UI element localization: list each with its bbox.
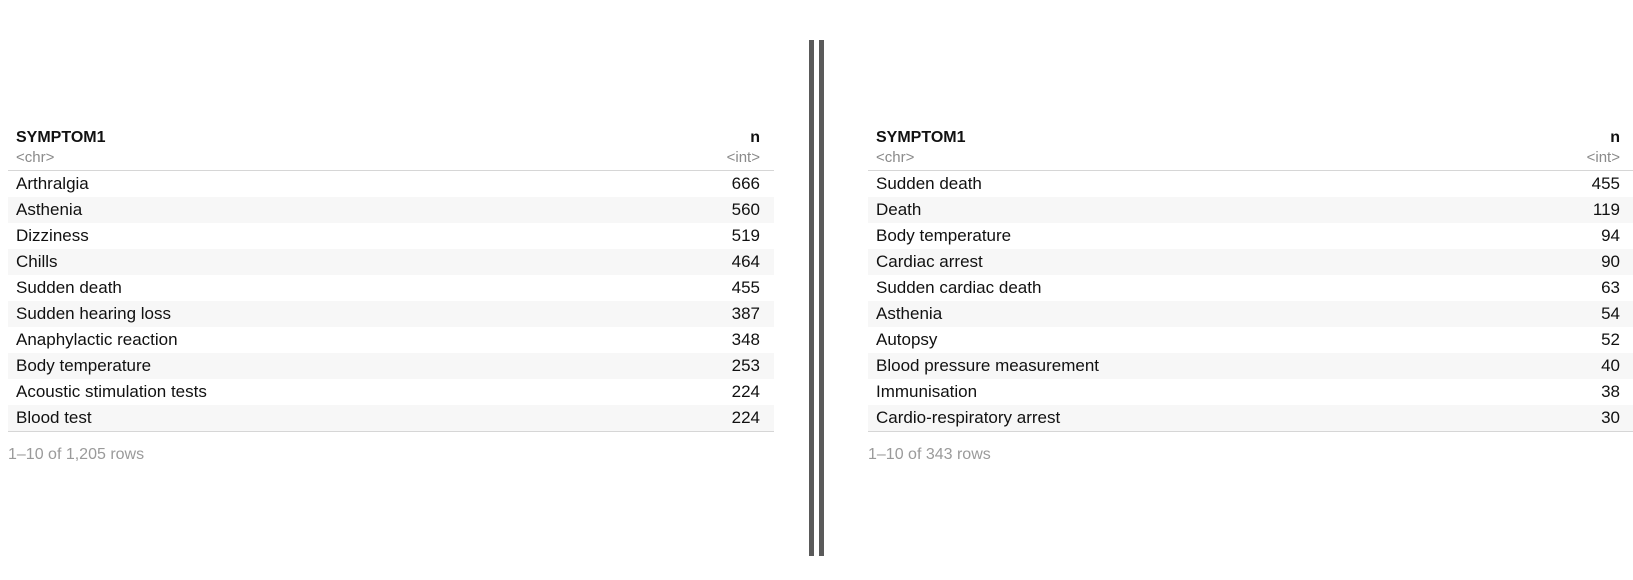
table-row: [8, 353, 774, 379]
row-count-footer: 1–10 of 1,205 rows: [8, 446, 145, 463]
cell-symptom: Asthenia: [16, 200, 83, 219]
cell-count: 94: [1601, 226, 1620, 245]
cell-count: 455: [1591, 174, 1620, 193]
cell-count: 30: [1601, 408, 1620, 427]
pane-splitter[interactable]: [809, 40, 824, 556]
table-row: [8, 301, 774, 327]
table-row: [868, 197, 1633, 223]
cell-count: 253: [731, 356, 760, 375]
cell-symptom: Body temperature: [16, 356, 152, 375]
cell-symptom: Autopsy: [876, 330, 938, 349]
table-body: [8, 171, 774, 432]
table-header: [868, 128, 1633, 171]
column-type-symptom: <chr>: [876, 149, 915, 166]
cell-count: 666: [731, 174, 760, 193]
column-header-symptom[interactable]: SYMPTOM1: [16, 129, 106, 146]
column-header-symptom[interactable]: SYMPTOM1: [876, 129, 966, 146]
cell-symptom: Acoustic stimulation tests: [16, 382, 207, 401]
column-type-n: <int>: [1586, 149, 1620, 166]
cell-count: 90: [1601, 252, 1620, 271]
cell-count: 464: [731, 252, 760, 271]
cell-symptom: Sudden cardiac death: [876, 278, 1042, 297]
table-row: [8, 249, 774, 275]
cell-count: 455: [731, 278, 760, 297]
column-type-n: <int>: [726, 149, 760, 166]
cell-count: 54: [1601, 304, 1620, 323]
table-row: [868, 327, 1633, 353]
cell-symptom: Sudden death: [876, 174, 982, 193]
right-table-panel: [868, 0, 1633, 580]
column-header-n[interactable]: n: [750, 129, 760, 146]
row-count-footer: 1–10 of 343 rows: [868, 446, 991, 463]
table-row: [8, 223, 774, 249]
cell-symptom: Anaphylactic reaction: [16, 330, 178, 349]
table-row: [868, 223, 1633, 249]
table-row: [868, 171, 1633, 197]
cell-count: 63: [1601, 278, 1620, 297]
cell-symptom: Death: [876, 200, 922, 219]
table-row: [8, 171, 774, 197]
cell-symptom: Sudden hearing loss: [16, 304, 172, 323]
splitter-bar: [819, 40, 824, 556]
column-header-n[interactable]: n: [1610, 129, 1620, 146]
table-row: [868, 275, 1633, 301]
table-row: [8, 275, 774, 301]
cell-count: 519: [731, 226, 760, 245]
cell-count: 387: [731, 304, 760, 323]
cell-count: 224: [731, 408, 760, 427]
table-row: [868, 249, 1633, 275]
left-table-panel: [8, 0, 774, 580]
cell-symptom: Blood test: [16, 408, 92, 427]
table-row: [8, 327, 774, 353]
cell-count: 40: [1601, 356, 1620, 375]
cell-symptom: Body temperature: [876, 226, 1012, 245]
cell-symptom: Chills: [16, 252, 58, 271]
table-row: [868, 379, 1633, 405]
cell-symptom: Asthenia: [876, 304, 943, 323]
cell-symptom: Dizziness: [16, 226, 89, 245]
cell-symptom: Cardio-respiratory arrest: [876, 408, 1061, 427]
table-header: [8, 128, 774, 171]
table-row: [8, 405, 774, 431]
cell-symptom: Sudden death: [16, 278, 122, 297]
table-row: [8, 197, 774, 223]
right-data-table: [868, 128, 1633, 466]
cell-symptom: Arthralgia: [16, 174, 89, 193]
cell-count: 38: [1601, 382, 1620, 401]
cell-count: 52: [1601, 330, 1620, 349]
cell-symptom: Immunisation: [876, 382, 978, 401]
table-row: [868, 405, 1633, 431]
cell-count: 560: [731, 200, 760, 219]
table-row: [868, 353, 1633, 379]
cell-count: 119: [1592, 200, 1620, 219]
cell-symptom: Cardiac arrest: [876, 252, 983, 271]
table-row: [8, 379, 774, 405]
cell-count: 348: [731, 330, 760, 349]
splitter-bar: [809, 40, 814, 556]
cell-symptom: Blood pressure measurement: [876, 356, 1100, 375]
column-type-symptom: <chr>: [16, 149, 55, 166]
table-body: [868, 171, 1633, 432]
table-row: [868, 301, 1633, 327]
left-data-table: [8, 128, 774, 466]
cell-count: 224: [731, 382, 760, 401]
